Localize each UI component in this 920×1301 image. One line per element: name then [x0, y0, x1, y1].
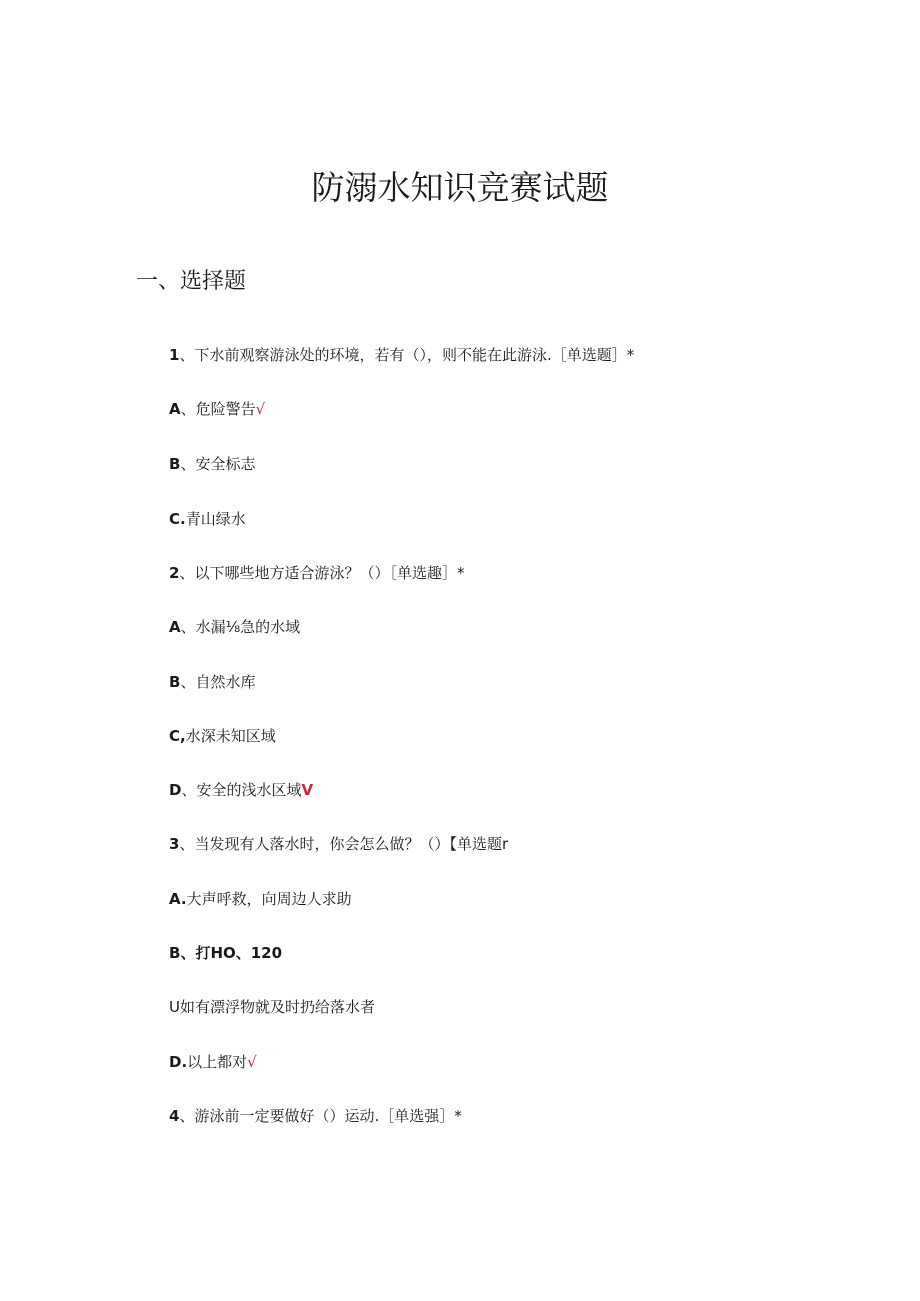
option-1c — [169, 508, 246, 530]
option-3a — [169, 888, 352, 910]
question-4 — [169, 1105, 462, 1127]
option-3b — [169, 942, 282, 964]
line-text: 、当发现有人落水时，你会怎么做？（）【单选题r — [179, 835, 509, 853]
option-3d — [169, 1051, 257, 1073]
line-text: 、水漏⅛急的水域 — [180, 618, 301, 636]
line-text: 、危险警告 — [180, 400, 256, 418]
answer-check-mark: √ — [255, 400, 266, 418]
option-3c — [169, 996, 375, 1018]
line-lead: A. — [169, 890, 187, 908]
answer-check-mark: V — [301, 781, 314, 799]
line-lead: D — [169, 781, 182, 799]
answer-check-mark: √ — [247, 1053, 257, 1071]
line-lead: 2 — [169, 564, 180, 582]
line-text: 、自然水库 — [180, 673, 256, 691]
line-text: 如有漂浮物就及时扔给落水者 — [179, 998, 375, 1016]
line-lead: D. — [169, 1053, 188, 1071]
option-2c — [169, 725, 276, 747]
question-2 — [169, 562, 464, 584]
line-text: 大声呼救，向周边人求助 — [186, 890, 352, 908]
line-lead: 1 — [169, 346, 180, 364]
line-lead: C. — [169, 510, 186, 528]
line-text: 、安全的浅水区域 — [181, 781, 302, 799]
line-lead: C, — [169, 727, 186, 745]
line-text: 水深未知区域 — [185, 727, 276, 745]
line-text: 青山绿水 — [185, 510, 246, 528]
line-text: 、安全标志 — [180, 455, 256, 473]
line-text: 、下水前观察游泳处的环境，若有（），则不能在此游泳.［单选题］* — [179, 346, 635, 364]
option-1a — [169, 398, 265, 420]
option-2d — [169, 779, 313, 801]
line-lead: A — [169, 618, 181, 636]
line-text: 、游泳前一定要做好（）运动.［单选强］* — [179, 1107, 462, 1125]
line-text: 、打HO、120 — [180, 944, 283, 962]
option-2b — [169, 671, 255, 693]
option-1b — [169, 453, 255, 475]
line-lead: 4 — [169, 1107, 180, 1125]
line-lead: A — [169, 400, 181, 418]
section-heading: 一、选择题 — [136, 269, 247, 294]
question-1 — [169, 344, 634, 366]
line-text: 、以下哪些地方适合游泳？（）［单选趣］* — [179, 564, 465, 582]
line-lead: B — [169, 455, 181, 473]
line-lead: U — [169, 998, 180, 1016]
line-lead: 3 — [169, 835, 180, 853]
line-text: 以上都对 — [187, 1053, 248, 1071]
page-title: 防溺水知识竞赛试题 — [311, 168, 609, 207]
question-3 — [169, 833, 508, 855]
option-2a — [169, 616, 300, 638]
line-lead: B — [169, 673, 181, 691]
line-lead: B — [169, 944, 181, 962]
